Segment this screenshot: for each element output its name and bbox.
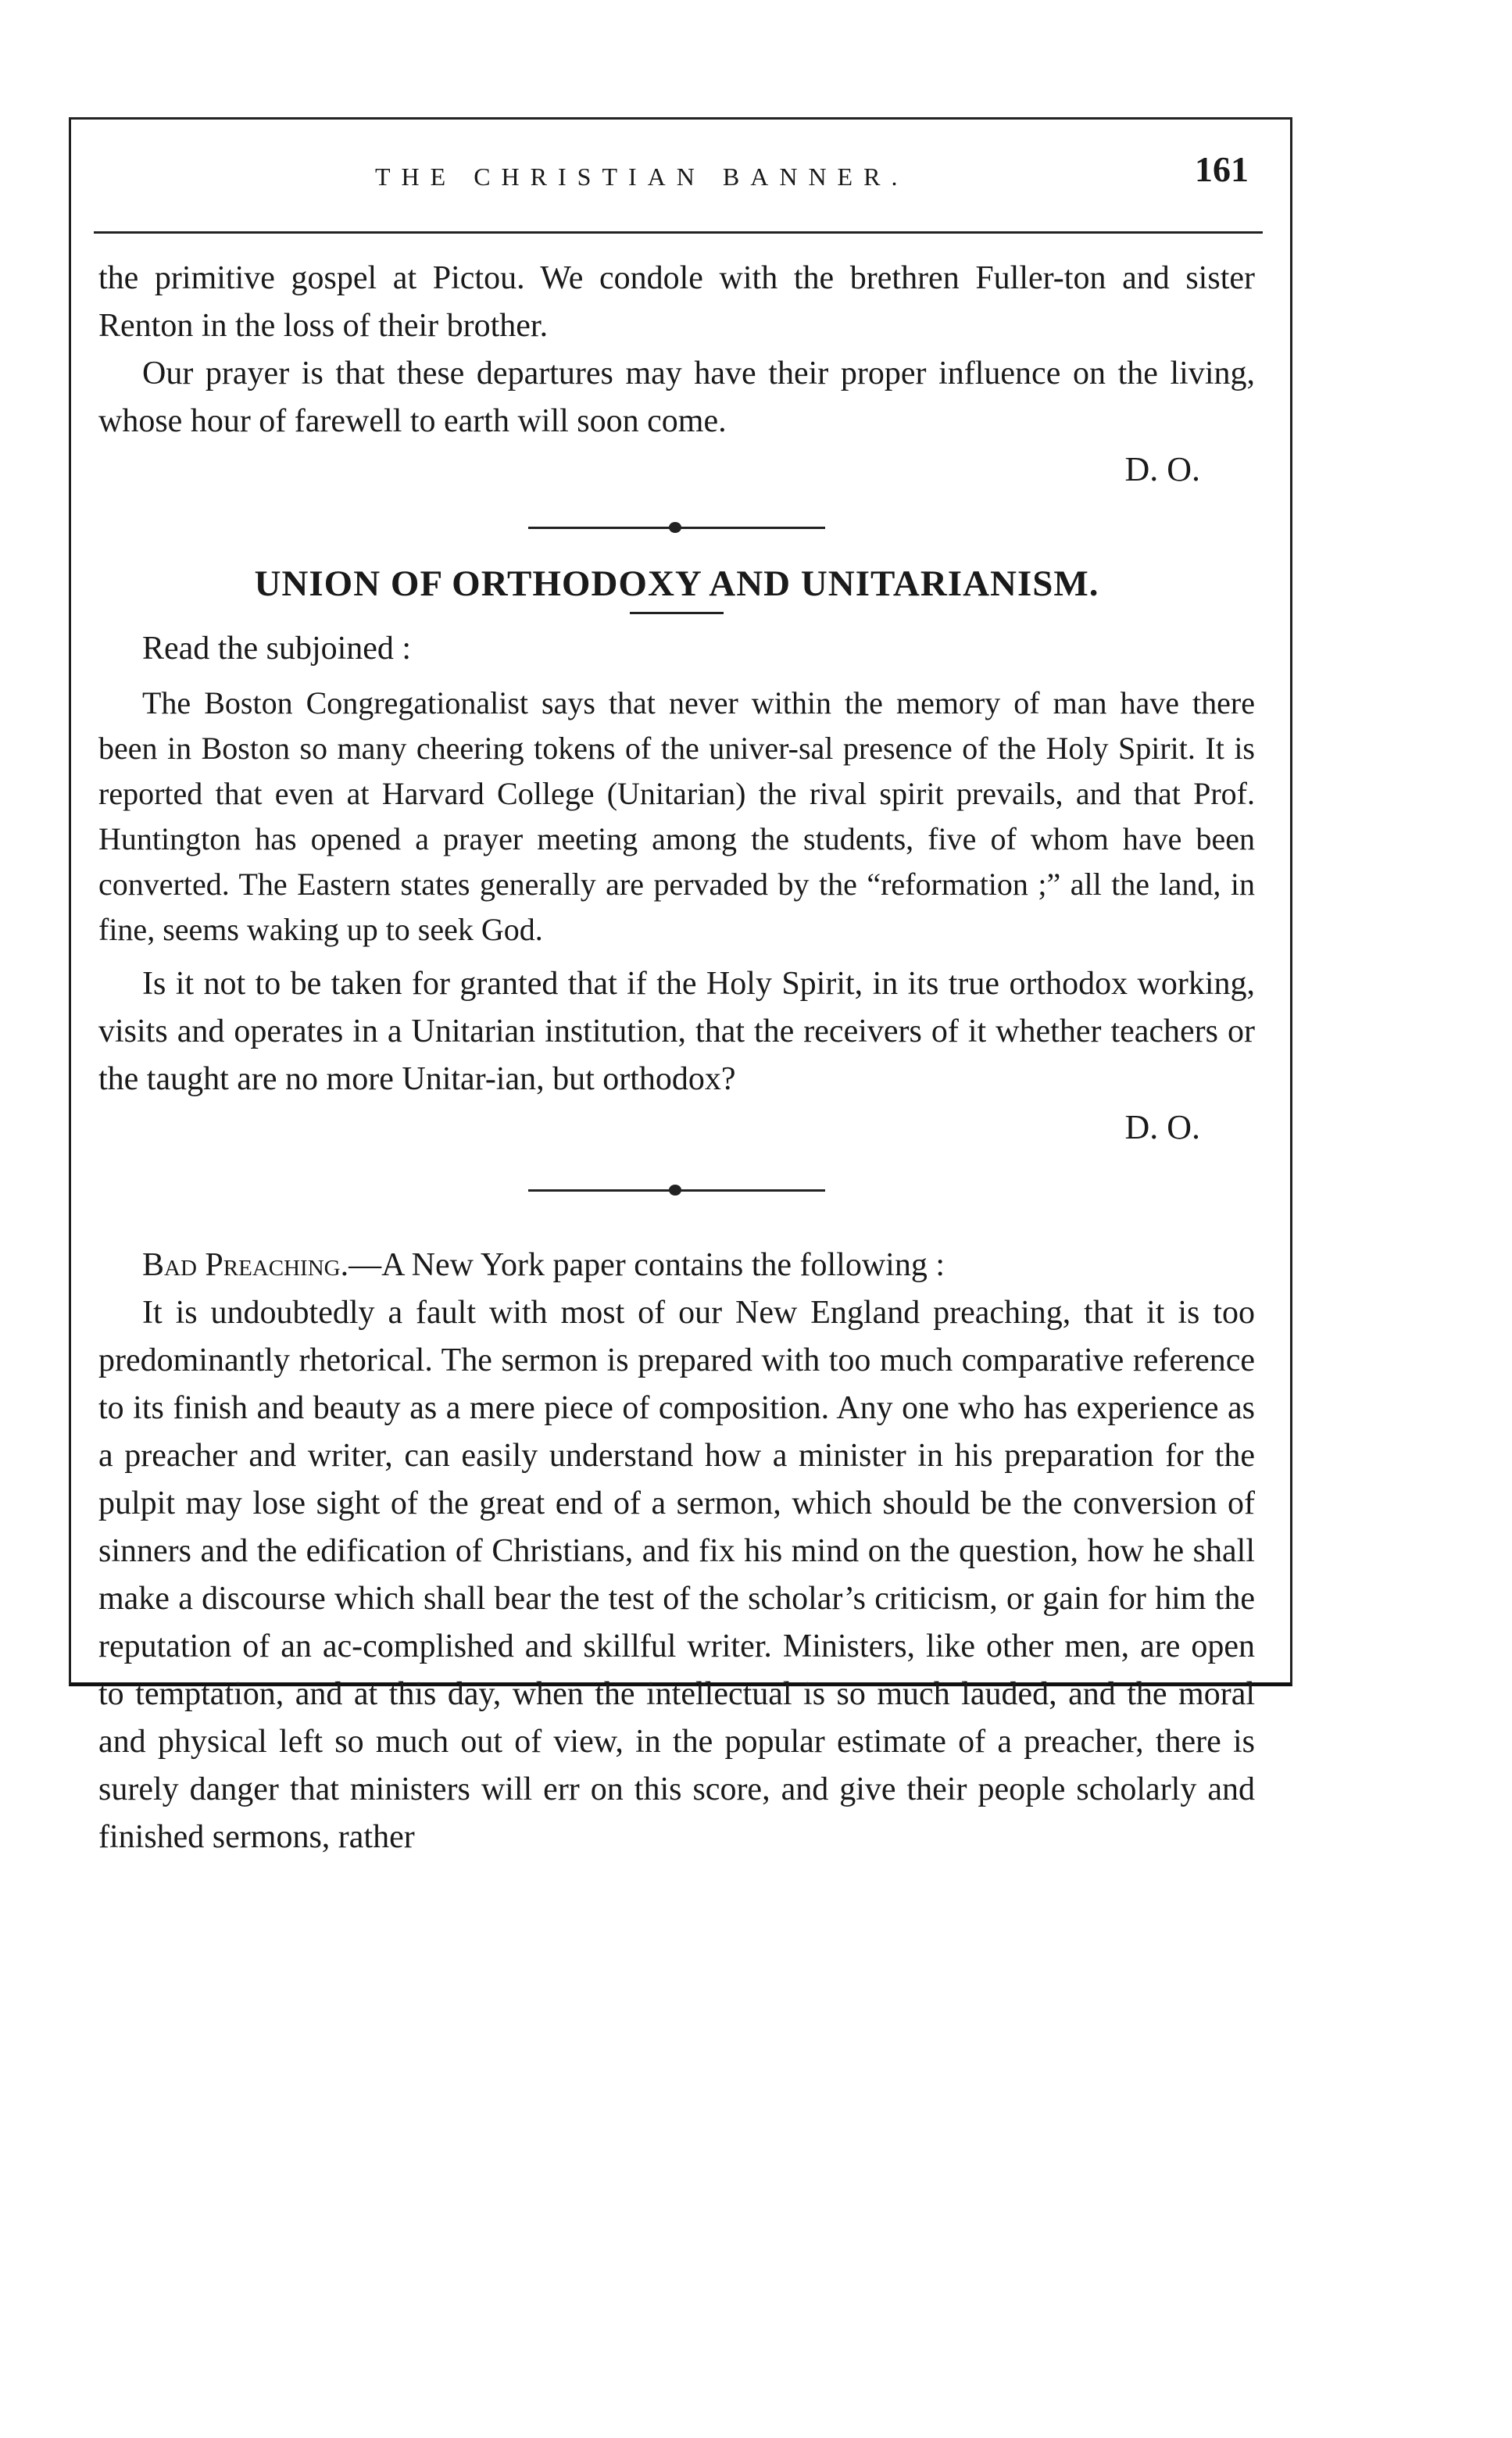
intro-line: Read the subjoined : bbox=[142, 631, 412, 667]
section-divider bbox=[98, 1167, 1255, 1214]
divider-dot bbox=[669, 1185, 681, 1196]
divider-dot bbox=[669, 522, 681, 533]
section-title: UNION OF ORTHODOXY AND UNITARIANISM. bbox=[254, 563, 1099, 604]
article-heading: Bad Preaching. bbox=[142, 1247, 349, 1283]
signature: D. O. bbox=[1124, 450, 1200, 488]
section-divider bbox=[98, 504, 1255, 551]
running-head: THE CHRISTIAN BANNER. bbox=[375, 163, 909, 191]
article-lead bbox=[98, 1242, 1255, 1289]
paragraph: Is it not to be taken for granted that if the Holy Spirit, in its true orthodox working, visits and operates in a Unitarian institution, that the receivers of it whether teachers or the taught are no more Unitar-ian, but orthodox? bbox=[98, 966, 1255, 1097]
paragraph: It is undoubtedly a fault with most of our New England preaching, that it is too predominantly rhetorical. The sermon is prepared with too much comparative reference to its finish and beauty as a mere piece of composition. Any one who has experience as a preacher and writer, can easily understand how a minister in his preparation for the pulpit may lose sight of the great end of a sermon, which should be the conversion of sinners and the edification of Christians, and fix his mind on the question, how he shall make a discourse which shall bear the test of the scholar’s criticism, or gain for him the reputation of an ac-complished and skillful writer. Ministers, like other men, are open to temptation, and at this day, when the intellectual is so much lauded, and the moral and physical left so much out of view, in the popular estimate of a preacher, there is surely danger that ministers will err on this score, and give their people scholarly and finished sermons, rather bbox=[98, 1295, 1255, 1855]
paragraph: the primitive gospel at Pictou. We condole with the brethren Fuller-ton and sister Renton in the loss of their brother. bbox=[98, 260, 1255, 344]
quoted-passage: The Boston Congregationalist says that never within the memory of man have there been in Boston so many cheering tokens of the univer-sal presence of the Holy Spirit. It is reported that even at Harvard College (Unitarian) the rival spirit prevails, and that Prof. Huntington has opened a prayer meeting among the students, five of whom have been converted. The Eastern states generally are pervaded by the “reformation ;” all the land, in fine, seems waking up to seek God. bbox=[98, 685, 1255, 947]
paragraph: Our prayer is that these departures may have their proper influence on the living, whose hour of farewell to earth will soon come. bbox=[98, 356, 1255, 439]
title-rule bbox=[630, 612, 724, 614]
signature: D. O. bbox=[1124, 1108, 1200, 1146]
page-content bbox=[98, 255, 1255, 1861]
article-lead-text: —A New York paper contains the following : bbox=[349, 1247, 945, 1283]
header-rule bbox=[94, 231, 1263, 234]
page-header bbox=[94, 148, 1266, 203]
page-number: 161 bbox=[1195, 149, 1249, 189]
